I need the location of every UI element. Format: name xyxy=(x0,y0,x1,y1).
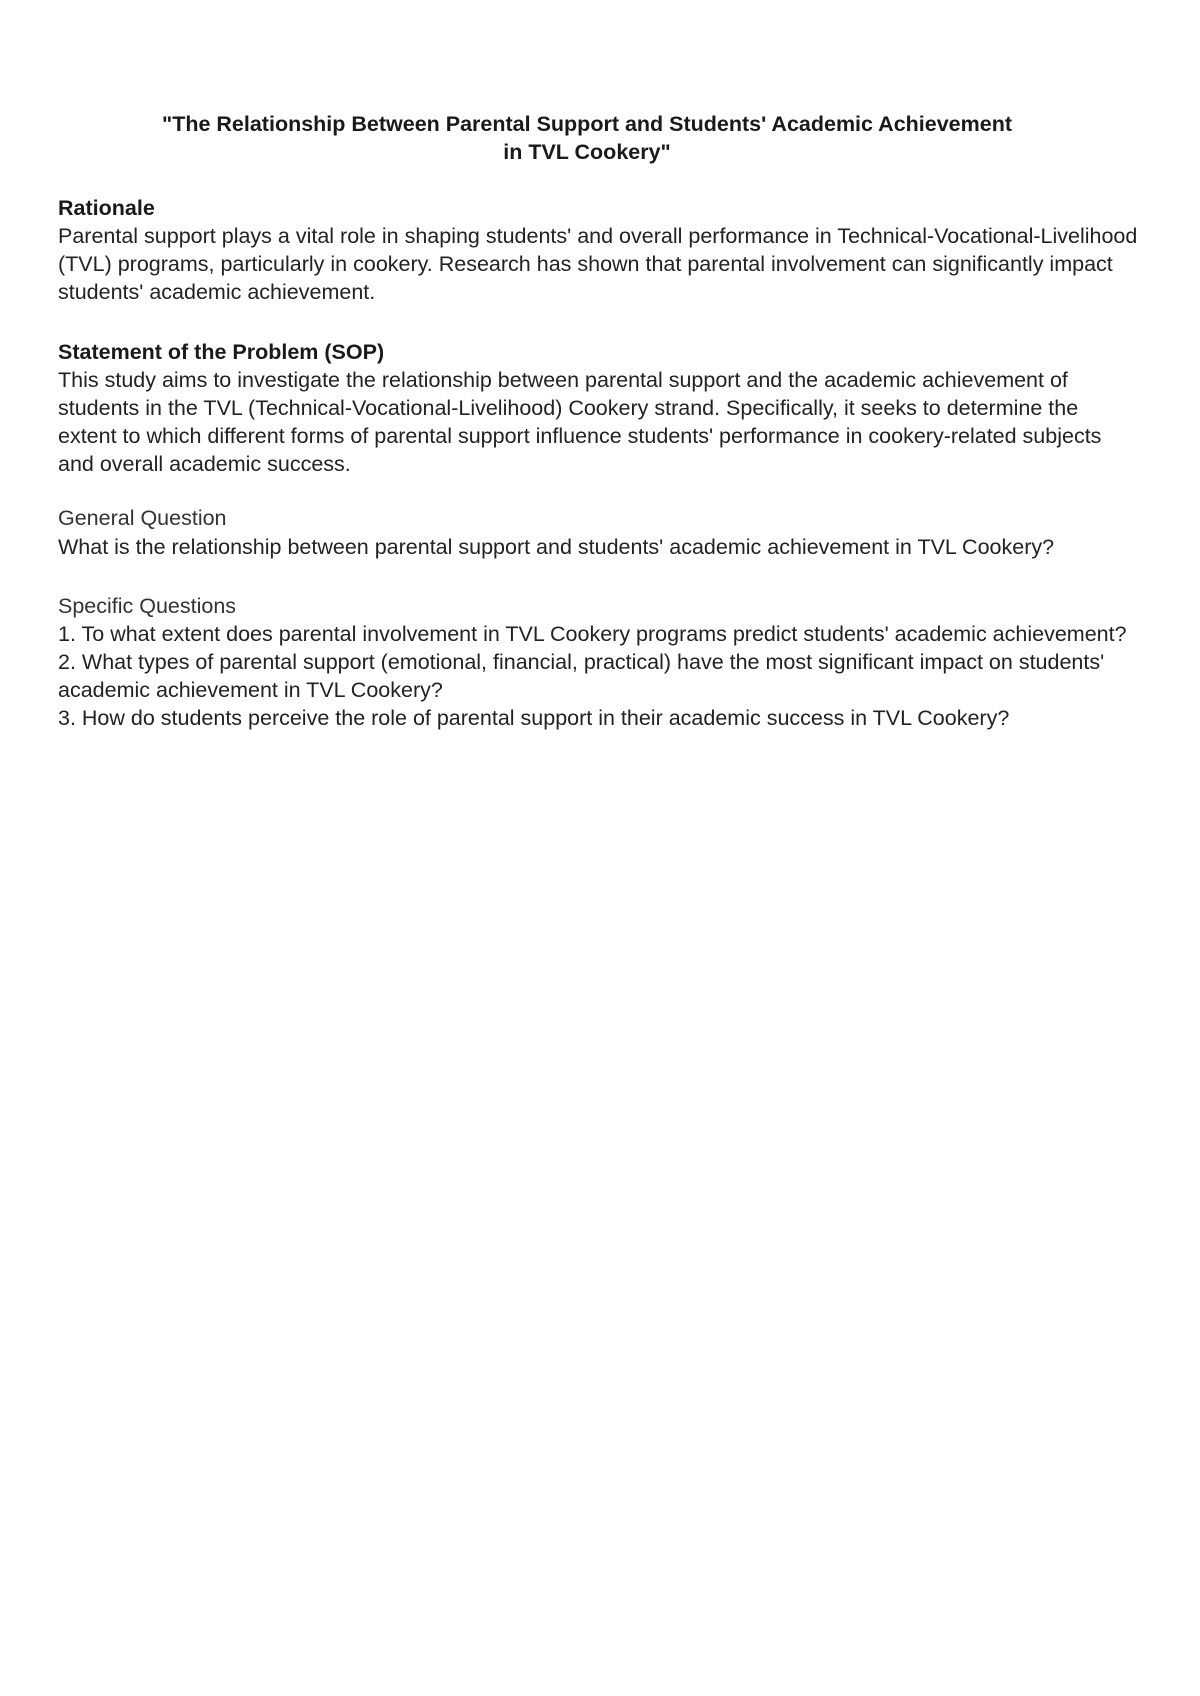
document-title xyxy=(58,110,1138,166)
general-question-text: What is the relationship between parental support and students' academic achievement in TVL Cookery? xyxy=(58,535,1055,559)
rationale-heading: Rationale xyxy=(58,196,155,220)
sop-text: This study aims to investigate the relationship between parental support and the academic achievement of students in the TVL (Technical-Vocational-Livelihood) Cookery strand. Specifically, it seeks to determine the extent to which different forms of parental support influence students' performance in cookery-related subjects and overall academic success. xyxy=(58,368,1102,476)
title-line-2: in TVL Cookery" xyxy=(503,140,671,164)
specific-question-item: 1. To what extent does parental involvement in TVL Cookery programs predict students' academic achievement? xyxy=(58,622,1127,646)
specific-question-item: 2. What types of parental support (emotional, financial, practical) have the most significant impact on students' academic achievement in TVL Cookery? xyxy=(58,650,1105,702)
sop-section xyxy=(58,338,1138,478)
specific-question-item: 3. How do students perceive the role of parental support in their academic success in TVL Cookery? xyxy=(58,706,1010,730)
specific-questions-heading: Specific Questions xyxy=(58,594,237,618)
specific-questions-list xyxy=(58,620,1138,732)
title-line-1: "The Relationship Between Parental Support and Students' Academic Achievement xyxy=(162,112,1012,136)
rationale-section xyxy=(58,194,1138,306)
general-question-section xyxy=(58,504,1138,562)
document-body xyxy=(58,110,1138,732)
rationale-text: Parental support plays a vital role in shaping students' and overall performance in Technical-Vocational-Livelihood (TVL) programs, particularly in cookery. Research has shown that parental involvement can significantly impact students' academic achievement. xyxy=(58,224,1138,304)
general-question-heading: General Question xyxy=(58,506,227,530)
specific-questions-section xyxy=(58,592,1138,732)
sop-heading: Statement of the Problem (SOP) xyxy=(58,340,385,364)
